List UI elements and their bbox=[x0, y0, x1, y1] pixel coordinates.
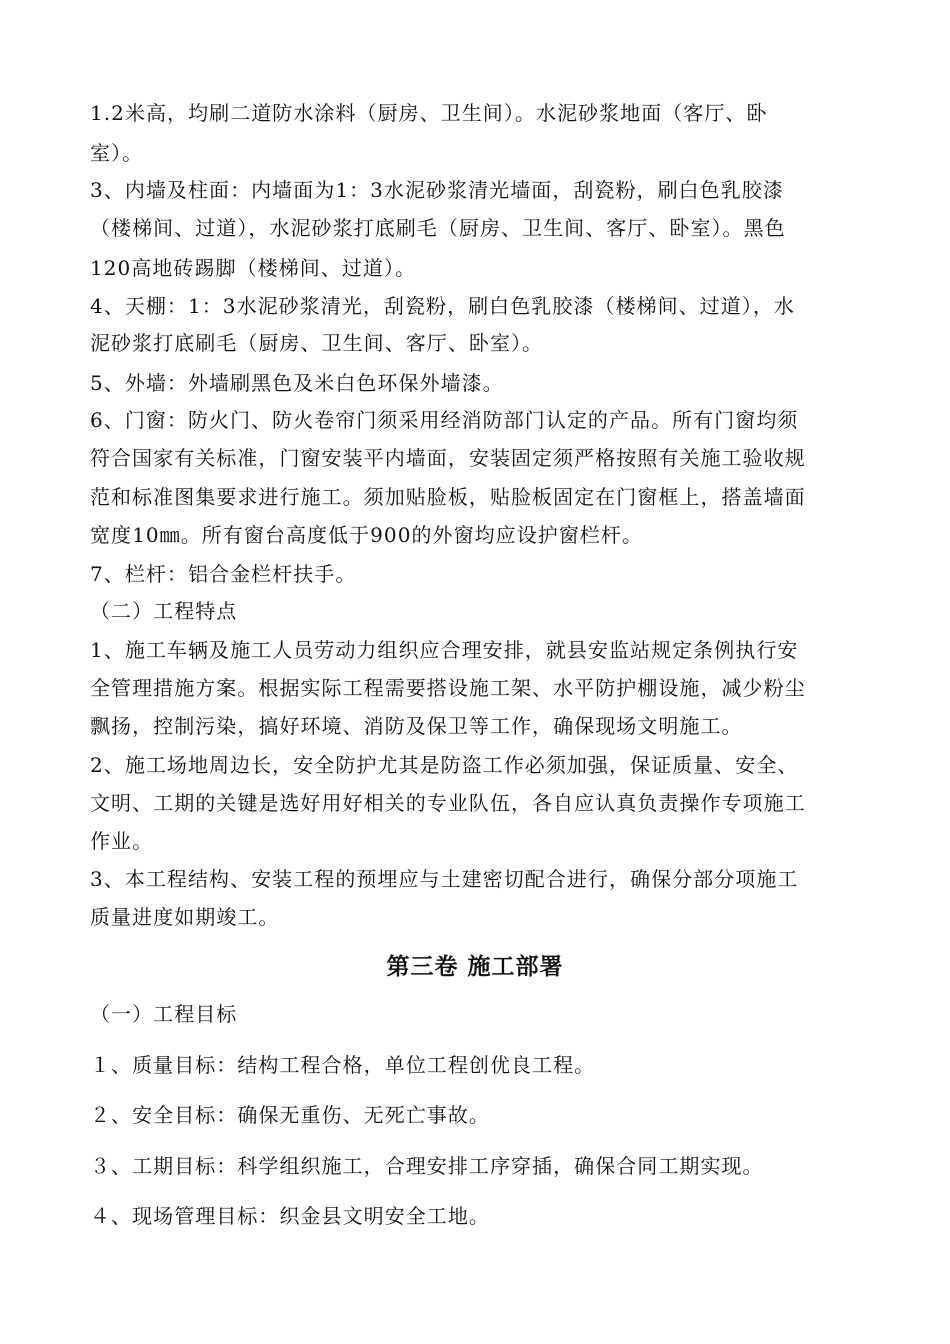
body-line: 质量进度如期竣工。 bbox=[90, 905, 280, 929]
body-line: 7、栏杆：铝合金栏杆扶手。 bbox=[90, 562, 357, 586]
body-line: （楼梯间、过道），水泥砂浆打底刷毛（厨房、卫生间、客厅、卧室）。黑色 bbox=[90, 216, 786, 240]
body-line: 1.2米高，均刷二道防水涂料（厨房、卫生间）。水泥砂浆地面（客厅、卧 bbox=[90, 101, 768, 125]
section-title: 第三卷 施工部署 bbox=[386, 954, 564, 980]
body-line: 宽度10㎜。所有窗台高度低于900的外窗均应设护窗栏杆。 bbox=[90, 523, 644, 547]
body-line: 5、外墙：外墙刷黑色及米白色环保外墙漆。 bbox=[90, 371, 504, 395]
body-line: 6、门窗：防火门、防火卷帘门须采用经消防部门认定的产品。所有门窗均须 bbox=[90, 408, 799, 432]
body-line: 2、施工场地周边长，安全防护尤其是防盗工作必须加强，保证质量、安全、 bbox=[90, 753, 799, 777]
body-line: 飘扬，控制污染，搞好环境、消防及保卫等工作，确保现场文明施工。 bbox=[90, 714, 743, 738]
body-line: 文明、工期的关键是选好用好相关的专业队伍，各自应认真负责操作专项施工 bbox=[90, 791, 806, 815]
body-line: 全管理措施方案。根据实际工程需要搭设施工架、水平防护棚设施，减少粉尘 bbox=[90, 676, 806, 700]
subsection-heading: （二）工程特点 bbox=[90, 599, 238, 623]
goal-item: ４、现场管理目标：织金县文明安全工地。 bbox=[90, 1204, 490, 1228]
body-line: 作业。 bbox=[90, 829, 154, 853]
body-line: 泥砂浆打底刷毛（厨房、卫生间、客厅、卧室）。 bbox=[90, 331, 544, 355]
goal-item: ２、安全目标：确保无重伤、无死亡事故。 bbox=[90, 1103, 490, 1127]
body-line: 3、本工程结构、安装工程的预埋应与土建密切配合进行，确保分部分项施工 bbox=[90, 867, 799, 891]
subsection-heading: （一）工程目标 bbox=[90, 1002, 238, 1026]
body-line: 符合国家有关标准，门窗安装平内墙面，安装固定须严格按照有关施工验收规 bbox=[90, 446, 806, 470]
body-line: 室）。 bbox=[90, 141, 144, 165]
goal-item: １、质量目标：结构工程合格，单位工程创优良工程。 bbox=[90, 1053, 596, 1077]
body-line: 3、内墙及柱面：内墙面为1：3水泥砂浆清光墙面，刮瓷粉，刷白色乳胶漆 bbox=[90, 178, 784, 202]
body-line: 120高地砖踢脚（楼梯间、过道）。 bbox=[90, 256, 417, 280]
body-line: 1、施工车辆及施工人员劳动力组织应合理安排，就县安监站规定条例执行安 bbox=[90, 638, 799, 662]
body-line: 4、天棚：1：3水泥砂浆清光，刮瓷粉，刷白色乳胶漆（楼梯间、过道），水 bbox=[90, 294, 795, 318]
body-line: 范和标准图集要求进行施工。须加贴脸板，贴脸板固定在门窗框上，搭盖墙面 bbox=[90, 485, 806, 509]
goal-item: ３、工期目标：科学组织施工，合理安排工序穿插，确保合同工期实现。 bbox=[90, 1154, 764, 1178]
